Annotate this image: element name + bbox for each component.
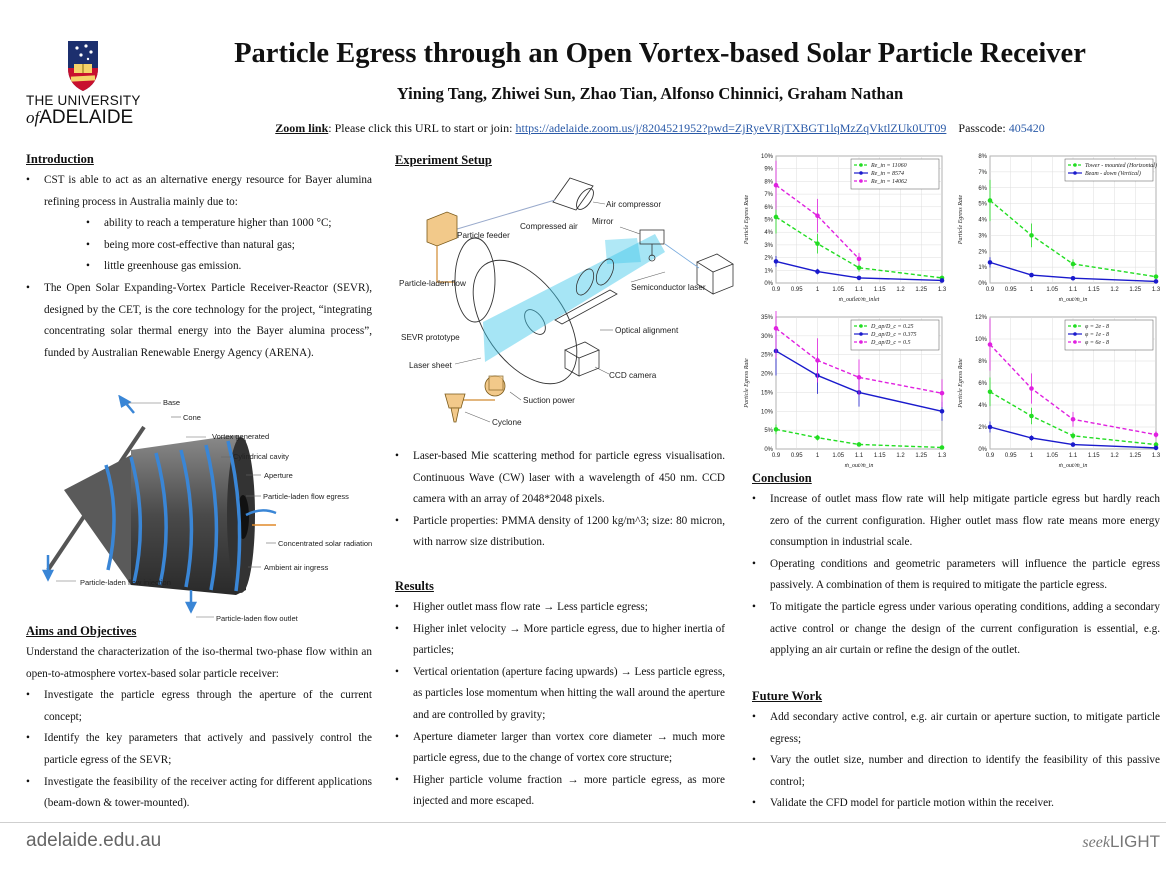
- chart-orientation: [952, 150, 1164, 305]
- data-point: [1154, 279, 1159, 284]
- poster-authors: Yining Tang, Zhiwei Sun, Zhao Tian, Alfonso Chinnici, Graham Nathan: [396, 84, 904, 103]
- y-axis-label: Particle Egress Rate: [744, 358, 750, 408]
- legend-marker: [1073, 171, 1077, 175]
- data-point: [815, 435, 820, 440]
- legend-entry: Re_in = 8574: [871, 171, 905, 177]
- future-heading: Future Work: [752, 689, 823, 703]
- footer-divider: [0, 822, 1166, 823]
- data-point: [774, 183, 779, 188]
- label-particle-laden-flow: Particle-laden flow: [399, 279, 466, 288]
- x-axis-label: ṁ_outlet/ṁ_inlet: [838, 297, 880, 303]
- legend-entry: Beam - down (Vertical): [1085, 171, 1141, 177]
- data-point: [815, 358, 820, 363]
- label-egress: Particle-laden flow egress: [263, 492, 349, 501]
- y-tick-label: 30%: [760, 333, 773, 340]
- university-adelaide: ADELAIDE: [39, 107, 134, 128]
- legend-entry: D_ap/D_c = 0.25: [871, 324, 914, 330]
- x-tick-label: 1.15: [873, 453, 886, 459]
- x-tick-label: 0.9: [985, 453, 995, 459]
- x-tick-label: 0.9: [985, 287, 995, 293]
- label-outlet: Particle-laden flow outlet: [216, 614, 298, 623]
- x-tick-label: 0.95: [790, 453, 803, 459]
- label-suction-power: Suction power: [523, 396, 575, 405]
- y-tick-label: 1%: [978, 265, 987, 272]
- label-solar: Concentrated solar radiation: [278, 539, 373, 548]
- legend-entry: Re_in = 11060: [871, 163, 907, 169]
- y-tick-label: 0%: [764, 281, 773, 287]
- data-point: [988, 198, 993, 203]
- data-point: [1071, 442, 1076, 447]
- x-tick-label: 0.9: [771, 287, 781, 293]
- y-tick-label: 9%: [764, 166, 773, 173]
- y-tick-label: 6%: [764, 204, 773, 211]
- x-tick-label: 0.9: [771, 453, 781, 459]
- label-air-compressor: Air compressor: [606, 200, 662, 209]
- x-tick-label: 1: [1029, 287, 1034, 293]
- aims-item-3: • Investigate the feasibility of the receiver acting for different applications (beam-down & tower-mounted).: [26, 772, 372, 815]
- data-point: [940, 278, 945, 283]
- passcode-value: 405420: [1008, 121, 1045, 135]
- x-tick-label: 1.1: [854, 453, 864, 459]
- results-item-4: • Aperture diameter larger than vortex core diameter → much more particle egress, due to the change of vortex core structure;: [395, 727, 725, 770]
- x-tick-label: 1.3: [1151, 453, 1161, 459]
- y-tick-label: 4%: [978, 403, 987, 409]
- data-point: [1029, 414, 1034, 419]
- y-tick-label: 1%: [764, 268, 773, 275]
- x-tick-label: 1.05: [1046, 287, 1059, 293]
- y-tick-label: 2%: [978, 425, 987, 431]
- label-injection: Particle-laden flow injection: [80, 578, 171, 587]
- x-tick-label: 1.25: [915, 453, 928, 459]
- data-point: [857, 265, 862, 270]
- data-point: [988, 425, 993, 430]
- data-point: [1029, 436, 1034, 441]
- label-laser-sheet: Laser sheet: [409, 361, 452, 370]
- y-tick-label: 0%: [978, 281, 987, 287]
- chart-aperture-diameter: [738, 311, 950, 471]
- y-tick-label: 25%: [760, 352, 773, 359]
- y-tick-label: 15%: [760, 390, 773, 397]
- y-axis-label: Particle Egress Rate: [958, 358, 964, 408]
- results-item-1: • Higher outlet mass flow rate → Less particle egress;: [395, 597, 725, 619]
- data-point: [988, 390, 993, 395]
- legend-marker: [1073, 340, 1077, 344]
- x-tick-label: 1: [1029, 453, 1034, 459]
- x-tick-label: 1.3: [937, 287, 947, 293]
- results-item-3: • Vertical orientation (aperture facing upwards) → Less particle egress, as particles lose momentum when hitting the wall around the aperture and are controlled by gravity;: [395, 662, 725, 727]
- legend-marker: [1073, 324, 1077, 328]
- conclusion-item-2: • Operating conditions and geometric parameters will influence the particle egress passively. A combination of them is required to mitigate the particle egress.: [752, 554, 1160, 597]
- x-tick-label: 1.3: [937, 453, 947, 459]
- x-tick-label: 1.3: [1151, 287, 1161, 293]
- intro-sub-3: • little greenhouse gas emission.: [86, 256, 372, 278]
- label-particle-feeder: Particle feeder: [457, 231, 510, 240]
- future-section: [752, 689, 1160, 815]
- legend-marker: [859, 340, 863, 344]
- x-tick-label: 1.05: [1046, 453, 1059, 459]
- data-point: [1029, 233, 1034, 238]
- data-point: [815, 269, 820, 274]
- zoom-text: : Please click this URL to start or join:: [328, 121, 516, 135]
- passcode-label: Passcode:: [958, 121, 1009, 135]
- label-base: Base: [163, 398, 181, 407]
- x-tick-label: 0.95: [790, 287, 803, 293]
- x-tick-label: 1: [815, 287, 820, 293]
- x-tick-label: 1.2: [896, 453, 905, 459]
- legend-entry: D_ap/D_c = 0.375: [871, 332, 917, 338]
- y-tick-label: 3%: [764, 242, 773, 249]
- x-axis-label: ṁ_out/ṁ_in: [844, 463, 874, 469]
- y-tick-label: 8%: [978, 154, 987, 160]
- aims-item-2: • Identify the key parameters that actively and passively control the particle egress of the SEVR;: [26, 728, 372, 771]
- x-tick-label: 1.2: [1110, 453, 1119, 459]
- y-tick-label: 8%: [764, 179, 773, 186]
- label-optical-alignment: Optical alignment: [615, 326, 679, 335]
- x-tick-label: 1: [815, 453, 820, 459]
- y-tick-label: 5%: [978, 201, 987, 208]
- label-mirror: Mirror: [592, 217, 614, 226]
- experiment-heading: Experiment Setup: [395, 153, 492, 167]
- x-tick-label: 1.1: [1068, 287, 1078, 293]
- legend-entry: D_ap/D_c = 0.5: [871, 340, 911, 346]
- legend-marker: [859, 332, 863, 336]
- y-axis-label: Particle Egress Rate: [744, 194, 750, 245]
- x-tick-label: 1.05: [832, 287, 845, 293]
- data-point: [857, 276, 862, 281]
- data-point: [988, 342, 993, 347]
- results-heading: Results: [395, 579, 434, 593]
- label-sevr-prototype: SEVR prototype: [401, 333, 460, 342]
- results-item-2: • Higher inlet velocity → More particle egress, due to higher inertia of particles;: [395, 619, 725, 662]
- conclusion-section: [752, 471, 1160, 662]
- poster-title: Particle Egress through an Open Vortex-based Solar Particle Receiver: [234, 38, 1086, 69]
- label-cone: Cone: [183, 413, 201, 422]
- data-point: [1029, 273, 1034, 278]
- data-point: [940, 409, 945, 414]
- data-point: [815, 241, 820, 246]
- university-of: of: [26, 108, 40, 127]
- y-tick-label: 10%: [974, 337, 987, 343]
- legend-marker: [859, 179, 863, 183]
- legend-entry: Re_in = 14062: [871, 179, 908, 185]
- data-point: [774, 215, 779, 220]
- x-tick-label: 1.15: [873, 287, 886, 293]
- zoom-label: Zoom link: [275, 121, 329, 135]
- footer-site[interactable]: adelaide.edu.au: [26, 830, 162, 851]
- zoom-line: [160, 121, 1160, 136]
- experiment-diagram: [395, 172, 735, 437]
- chart-volume-fraction: [952, 311, 1164, 471]
- conclusion-heading: Conclusion: [752, 471, 812, 485]
- x-tick-label: 1.2: [896, 287, 905, 293]
- y-tick-label: 8%: [978, 359, 987, 365]
- y-tick-label: 6%: [978, 381, 987, 387]
- conclusion-item-1: • Increase of outlet mass flow rate will help mitigate particle egress but hardly reach zero of the current configuration. Higher outlet mass flow rate means more energy consumption in industrial scale.: [752, 489, 1160, 554]
- label-compressed-air: Compressed air: [520, 222, 578, 231]
- x-tick-label: 1.25: [1129, 287, 1142, 293]
- y-tick-label: 4%: [764, 230, 773, 237]
- label-semiconductor-laser: Semiconductor laser: [631, 283, 706, 292]
- footer-seek-light: [1082, 832, 1160, 852]
- y-tick-label: 10%: [760, 409, 773, 416]
- label-aperture: Aperture: [264, 471, 293, 480]
- y-tick-label: 7%: [978, 169, 987, 176]
- conclusion-item-3: • To mitigate the particle egress under various operating conditions, adding a secondary active control or change the design of the current configuration is essential, e.g. applying an air curtain or refine the design of the outlet.: [752, 597, 1160, 662]
- y-axis-label: Particle Egress Rate: [958, 194, 964, 245]
- intro-bullet-2: • The Open Solar Expanding-Vortex Particle Receiver-Reactor (SEVR), designed by the CET, is the core technology for the project, “integrating concentrating solar thermal energy into the Bayer alumina process”, funded by Australian Renewable Energy Agency (ARENA).: [26, 278, 372, 364]
- y-tick-label: 5%: [764, 217, 773, 224]
- results-item-5: • Higher particle volume fraction → more particle egress, as more injected and more escaped.: [395, 770, 725, 813]
- data-point: [1029, 386, 1034, 391]
- data-point: [1154, 446, 1159, 451]
- data-point: [774, 259, 779, 264]
- aims-item-1: • Investigate the particle egress through the aperture of the current concept;: [26, 685, 372, 728]
- future-item-2: • Vary the outlet size, number and direction to identify the feasibility of this passive control;: [752, 750, 1160, 793]
- data-point: [1071, 276, 1076, 281]
- data-point: [988, 260, 993, 265]
- label-cyclone: Cyclone: [492, 418, 522, 427]
- data-point: [857, 257, 862, 262]
- y-tick-label: 3%: [978, 233, 987, 240]
- future-item-3: • Validate the CFD model for particle motion within the receiver.: [752, 793, 1160, 815]
- x-tick-label: 1.15: [1087, 453, 1100, 459]
- y-tick-label: 0%: [978, 447, 987, 453]
- legend-marker: [859, 324, 863, 328]
- data-point: [1071, 262, 1076, 267]
- x-tick-label: 1.1: [854, 287, 864, 293]
- aims-intro: Understand the characterization of the iso-thermal two-phase flow within an open-to-atmosphere vortex-based solar particle receiver:: [26, 646, 372, 680]
- y-tick-label: 6%: [978, 185, 987, 192]
- seek-word: seek: [1082, 834, 1110, 851]
- x-tick-label: 1.25: [1129, 453, 1142, 459]
- experiment-item-2: • Particle properties: PMMA density of 1200 kg/m^3; size: 80 micron, with narrow size distribution.: [395, 511, 725, 554]
- aims-section: [26, 624, 372, 815]
- label-vortex: Vortex generated: [212, 432, 270, 441]
- data-point: [1071, 417, 1076, 422]
- x-tick-label: 1.25: [915, 287, 928, 293]
- y-tick-label: 10%: [760, 154, 773, 160]
- data-point: [940, 445, 945, 450]
- x-tick-label: 0.95: [1004, 453, 1017, 459]
- intro-sub-2: • being more cost-effective than natural gas;: [86, 235, 372, 257]
- crest-icon: [26, 38, 156, 94]
- university-name-line2: [26, 107, 133, 129]
- label-cavity: Cylindrical cavity: [233, 452, 289, 461]
- y-tick-label: 2%: [978, 249, 987, 256]
- aims-heading: Aims and Objectives: [26, 624, 137, 638]
- results-section: [395, 579, 725, 813]
- light-word: LIGHT: [1109, 832, 1160, 851]
- x-tick-label: 1.2: [1110, 287, 1119, 293]
- legend-marker: [1073, 163, 1077, 167]
- data-point: [857, 442, 862, 447]
- intro-bullet-1: • CST is able to act as an alternative energy resource for Bayer alumina refining process in Australia mainly due to:: [26, 170, 372, 213]
- y-tick-label: 20%: [760, 371, 773, 378]
- data-point: [774, 427, 779, 432]
- x-axis-label: ṁ_out/ṁ_in: [1058, 463, 1088, 469]
- legend-marker: [1073, 332, 1077, 336]
- x-tick-label: 0.95: [1004, 287, 1017, 293]
- legend-marker: [859, 171, 863, 175]
- data-point: [1154, 274, 1159, 279]
- legend-entry: Tower - mounted (Horizontal): [1085, 163, 1157, 169]
- y-tick-label: 4%: [978, 217, 987, 224]
- university-name-line1: THE UNIVERSITY: [26, 93, 141, 108]
- label-ccd-camera: CCD camera: [609, 371, 657, 380]
- legend-entry: φ = 1e - 8: [1085, 332, 1110, 338]
- x-tick-label: 1.15: [1087, 287, 1100, 293]
- introduction-section: [26, 152, 372, 364]
- data-point: [815, 213, 820, 218]
- y-tick-label: 5%: [764, 428, 773, 435]
- legend-entry: φ = 2e - 8: [1085, 324, 1110, 330]
- experiment-item-1: • Laser-based Mie scattering method for particle egress visualisation. Continuous Wave (CW) laser with a wavelength of 450 nm. CCD camera with an array of 2048*2048 pixels.: [395, 446, 725, 511]
- legend-marker: [859, 163, 863, 167]
- future-item-1: • Add secondary active control, e.g. air curtain or aperture suction, to mitigate particle egress;: [752, 707, 1160, 750]
- y-tick-label: 12%: [974, 315, 987, 321]
- zoom-link[interactable]: https://adelaide.zoom.us/j/8204521952?pwd=ZjRyeVRjTXBGT1lqMzZqVktlZUk0UT09: [515, 121, 947, 135]
- x-tick-label: 1.05: [832, 453, 845, 459]
- data-point: [774, 326, 779, 331]
- data-point: [940, 391, 945, 396]
- label-ambient: Ambient air ingress: [264, 563, 329, 572]
- y-tick-label: 7%: [764, 192, 773, 199]
- experiment-text: [395, 446, 725, 554]
- y-tick-label: 0%: [764, 447, 773, 453]
- experiment-heading-wrap: [395, 153, 492, 168]
- data-point: [857, 375, 862, 380]
- chart-outlet-vs-re: [738, 150, 950, 305]
- intro-sub-1: • ability to reach a temperature higher than 1000 °C;: [86, 213, 372, 235]
- x-axis-label: ṁ_out/ṁ_in: [1058, 297, 1088, 303]
- introduction-heading: Introduction: [26, 152, 94, 166]
- data-point: [1154, 432, 1159, 437]
- y-tick-label: 35%: [760, 315, 773, 321]
- legend-entry: φ = 6e - 8: [1085, 340, 1110, 346]
- y-tick-label: 2%: [764, 255, 773, 262]
- receiver-diagram: [36, 395, 376, 625]
- data-point: [1071, 434, 1076, 439]
- x-tick-label: 1.1: [1068, 453, 1078, 459]
